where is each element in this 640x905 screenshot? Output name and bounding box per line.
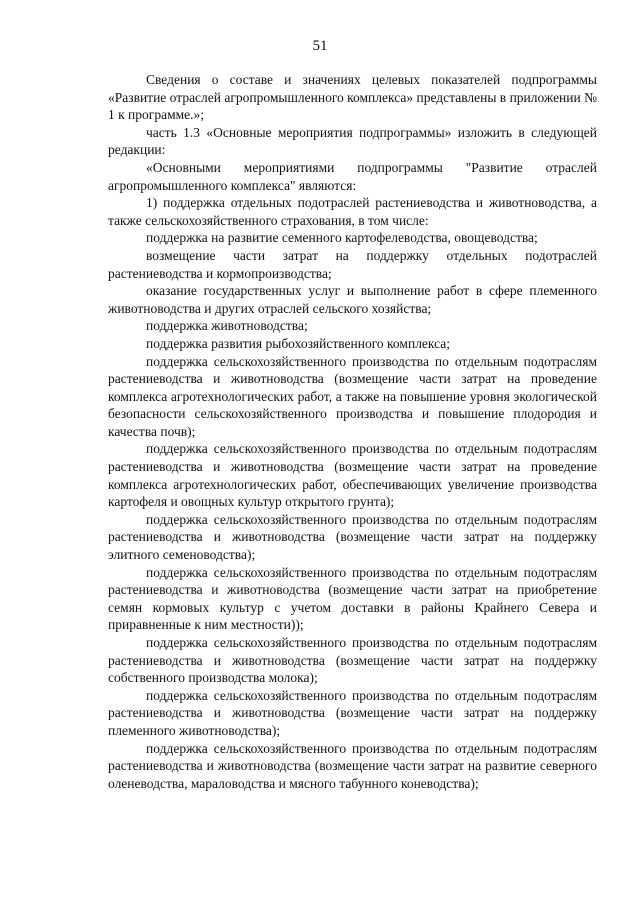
paragraph: Сведения о составе и значениях целевых показателей подпрограммы «Развитие отраслей агропромышленного комплекса» представлены в приложении № 1 к программе.»; (108, 72, 597, 123)
paragraph: поддержка животноводства; (146, 318, 308, 334)
paragraph: поддержка развития рыбохозяйственного комплекса; (146, 335, 451, 351)
page-number: 51 (312, 38, 328, 54)
paragraph: «Основными мероприятиями подпрограммы "Развитие отраслей агропромышленного комплекса" являются: (108, 159, 597, 193)
paragraph: часть 1.3 «Основные мероприятия подпрограммы» изложить в следующей редакции: (108, 124, 597, 158)
paragraph: 1) поддержка отдельных подотраслей растениеводства и животноводства, а также сельскохозяйственного страхования, в том числе: (108, 195, 597, 228)
paragraph: оказание государственных услуг и выполнение работ в сфере племенного животноводства и других отраслей сельского хозяйства; (108, 283, 597, 316)
paragraph: поддержка сельскохозяйственного производства по отдельным подотраслям растениеводства и животноводства (возмещение части затрат на поддержку собственного производства молока); (108, 635, 597, 686)
paragraph: поддержка сельскохозяйственного производства по отдельным подотраслям растениеводства и животноводства (возмещение части затрат на приобретение семян кормовых культур с учетом доставки в районы Крайнего Севера и приравненные к ним местности)); (108, 564, 597, 633)
paragraph: поддержка сельскохозяйственного производства по отдельным подотраслям растениеводства и животноводства (возмещение части затрат на развитие северного оленеводства, мараловодства и мясного табунного коневодства); (108, 740, 597, 791)
paragraph: поддержка на развитие семенного картофелеводства, овощеводства; (146, 230, 538, 246)
document-body (108, 71, 597, 792)
paragraph: поддержка сельскохозяйственного производства по отдельным подотраслям растениеводства и животноводства (возмещение части затрат на проведение комплекса агротехнологических работ, а также на повышение уровня экологической безопасности сельскохозяйственного производства и повышение плодородия и качества почв); (108, 353, 597, 439)
paragraph: поддержка сельскохозяйственного производства по отдельным подотраслям растениеводства и животноводства (возмещение части затрат на проведение комплекса агротехнологических работ, обеспечивающих увеличение производства картофеля и овощных культур открытого грунта); (108, 441, 597, 510)
paragraph: поддержка сельскохозяйственного производства по отдельным подотраслям растениеводства и животноводства (возмещение части затрат на поддержку элитного семеноводства); (108, 511, 597, 563)
paragraph: поддержка сельскохозяйственного производства по отдельным подотраслям растениеводства и животноводства (возмещение части затрат на поддержку племенного животноводства); (108, 687, 597, 738)
paragraph: возмещение части затрат на поддержку отдельных подотраслей растениеводства и кормопроизводства; (108, 247, 597, 281)
